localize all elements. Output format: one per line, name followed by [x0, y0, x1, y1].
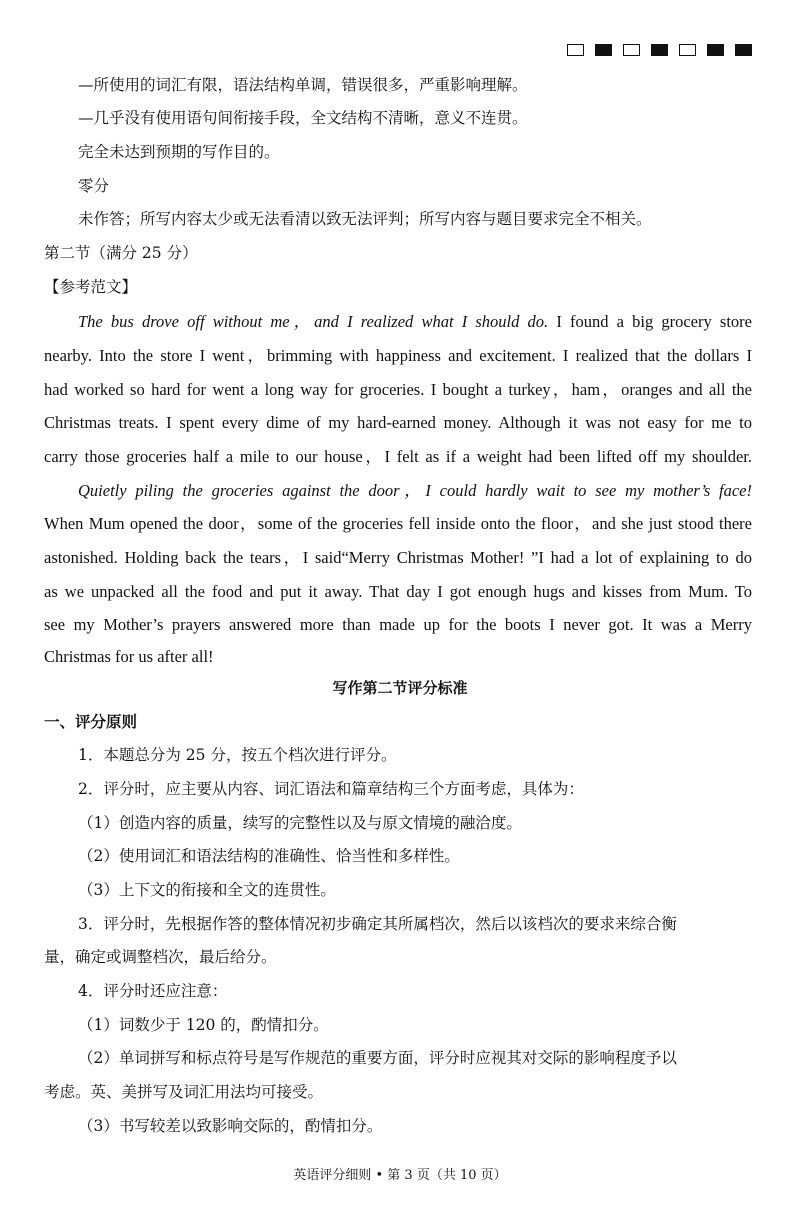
rule-4-item-3: （3）书写较差以致影响交际的，酌情扣分。: [78, 1117, 383, 1135]
essay-para1-line5: carry those groceries half a mile to our house，I felt as if a weight had been lifted off my shoulder.: [44, 447, 752, 466]
grading-line-purpose: 完全未达到预期的写作目的。: [78, 143, 280, 161]
essay-para1-line3: had worked so hard for went a long way for groceries. I bought a turkey，ham，oranges and all the: [44, 380, 752, 399]
essay-para1-line4: Christmas treats. I spent every dime of my hard-earned money. Although it was not easy for me to: [44, 413, 752, 432]
page-footer: 英语评分细则 • 第 3 页（共 10 页）: [293, 1168, 507, 1183]
mark-3: [623, 44, 640, 56]
mark-5: [679, 44, 696, 56]
grading-zero-score: 零分: [78, 177, 110, 195]
mark-4: [651, 44, 668, 56]
mark-1: [567, 44, 584, 56]
essay-para2-line3: astonished. Holding back the tears，I said“Merry Christmas Mother! ”I had a lot of explaining to do: [44, 548, 752, 567]
rule-1: 1．本题总分为 25 分，按五个档次进行评分。: [78, 746, 397, 764]
rule-3-line2: 量，确定或调整档次，最后给分。: [44, 948, 277, 966]
rule-4: 4．评分时还应注意：: [78, 982, 228, 1000]
rule-4-item-1: （1）词数少于 120 的，酌情扣分。: [78, 1016, 329, 1034]
registration-marks: [567, 44, 752, 56]
essay-para2-line2: When Mum opened the door，some of the groceries fell inside onto the floor，and she just stood there: [44, 514, 752, 533]
essay-para2-line5: see my Mother’s prayers answered more than made up for the boots I never got. It was a Merry: [44, 615, 752, 634]
essay-para2-line6: Christmas for us after all!: [44, 647, 214, 666]
mark-7: [735, 44, 752, 56]
model-essay-label: 【参考范文】: [44, 278, 138, 296]
rule-2-item-2: （2）使用词汇和语法结构的准确性、恰当性和多样性。: [78, 847, 460, 865]
criteria-title: 写作第二节评分标准: [332, 679, 468, 697]
grading-line-vocab: —所使用的词汇有限，语法结构单调，错误很多，严重影响理解。: [78, 76, 528, 94]
essay-para1-lead: The bus drove off without me，and I realized what I should do.: [78, 312, 549, 331]
rule-2: 2．评分时，应主要从内容、词汇语法和篇章结构三个方面考虑，具体为：: [78, 780, 584, 798]
grading-line-cohesion: —几乎没有使用语句间衔接手段，全文结构不清晰，意义不连贯。: [78, 109, 528, 127]
rule-4-item-2-line1: （2）单词拼写和标点符号是写作规范的重要方面，评分时应视其对交际的影响程度予以: [78, 1049, 677, 1067]
rule-2-item-3: （3）上下文的衔接和全文的连贯性。: [78, 881, 336, 899]
mark-6: [707, 44, 724, 56]
essay-para2-line4: as we unpacked all the food and put it away. That day I got enough hugs and kisses from Mum. To: [44, 582, 752, 601]
mark-2: [595, 44, 612, 56]
section-heading: 第二节（满分 25 分）: [44, 244, 198, 262]
rule-3-line1: 3．评分时，先根据作答的整体情况初步确定其所属档次，然后以该档次的要求来综合衡: [78, 915, 677, 933]
grading-line-no-answer: 未作答；所写内容太少或无法看清以致无法评判；所写内容与题目要求完全不相关。: [78, 210, 652, 228]
essay-para2-lead: Quietly piling the groceries against the door，I could hardly wait to see my mother’s face!: [78, 481, 752, 500]
essay-para1-line2: nearby. Into the store I went，brimming with happiness and excitement. I realized that the dollars I: [44, 346, 752, 365]
principles-heading: 一、评分原则: [44, 713, 138, 731]
rule-4-item-2-line2: 考虑。英、美拼写及词汇用法均可接受。: [44, 1083, 324, 1101]
essay-para1-line1: The bus drove off without me，and I realized what I should do. I found a big grocery store: [78, 312, 752, 331]
rule-2-item-1: （1）创造内容的质量，续写的完整性以及与原文情境的融洽度。: [78, 814, 522, 832]
